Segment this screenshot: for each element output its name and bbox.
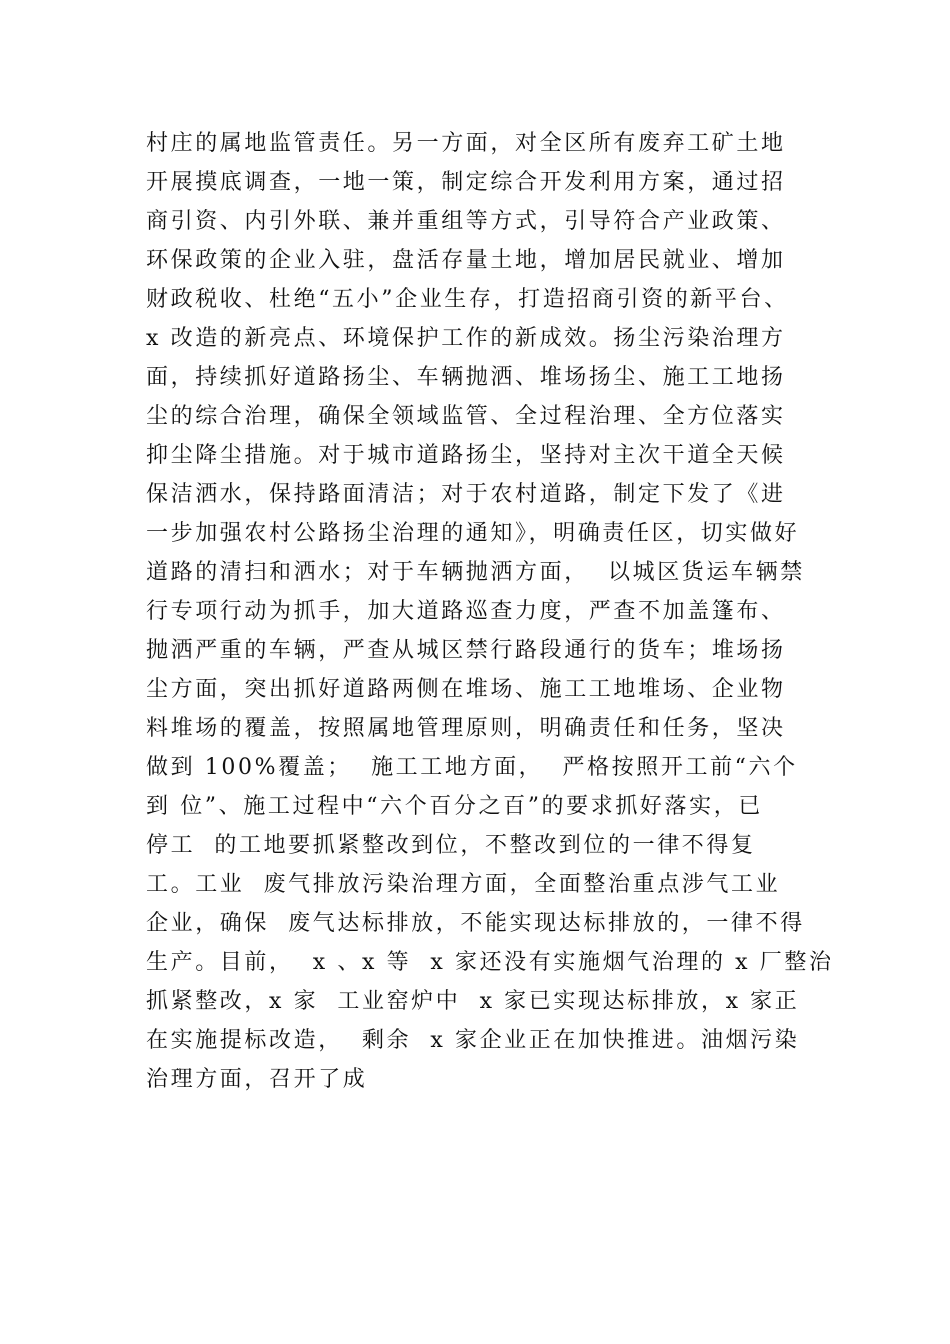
text-line-14: 抛洒严重的车辆，严查从城区禁行路段通行的货车；堆场扬 [146,638,786,663]
text-line-16: 料堆场的覆盖，按照属地管理原则，明确责任和任务，坚决 [146,716,786,741]
text-line-20: 工。工业 废气排放污染治理方面，全面整治重点涉气工业 [146,872,781,897]
text-line-7: 面，持续抓好道路扬尘、车辆抛洒、堆场扬尘、施工工地扬 [146,365,786,390]
text-line-10: 保洁洒水，保持路面清洁；对于农村道路，制定下发了《进 [146,482,786,507]
text-line-5: 财政税收、杜绝“五小”企业生存，打造招商引资的新平台、 [146,287,789,312]
text-line-19: 停工 的工地要抓紧整改到位，不整改到位的一律不得复 [146,833,756,858]
body-paragraph [146,124,834,1099]
text-line-17: 做到 100%覆盖； 施工工地方面， 严格按照开工前“六个 [146,755,798,780]
text-line-9: 抑尘降尘措施。对于城市道路扬尘，坚持对主次干道全天候 [146,443,786,468]
text-line-23: 抓紧整改，x 家 工业窑炉中 x 家已实现达标排放，x 家正 [146,989,800,1014]
text-line-18: 到 位”、施工过程中“六个百分之百”的要求抓好落实，已 [146,794,763,819]
text-line-25: 治理方面，召开了成 [146,1067,368,1092]
text-line-12: 道路的清扫和洒水；对于车辆抛洒方面， 以城区货运车辆禁 [146,560,805,585]
text-line-3: 商引资、内引外联、兼并重组等方式，引导符合产业政策、 [146,209,786,234]
text-line-8: 尘的综合治理，确保全领域监管、全过程治理、全方位落实 [146,404,786,429]
text-line-13: 行专项行动为抓手，加大道路巡查力度，严查不加盖篷布、 [146,599,786,624]
text-line-2: 开展摸底调查，一地一策，制定综合开发利用方案，通过招 [146,170,786,195]
text-line-4: 环保政策的企业入驻，盘活存量土地，增加居民就业、增加 [146,248,786,273]
text-line-22: 生产。目前， x 、x 等 x 家还没有实施烟气治理的 x 厂整治 [146,950,834,975]
text-line-21: 企业，确保 废气达标排放，不能实现达标排放的，一律不得 [146,911,805,936]
text-line-24: 在实施提标改造， 剩余 x 家企业正在加快推进。油烟污染 [146,1028,800,1053]
text-line-1: 村庄的属地监管责任。另一方面，对全区所有废弃工矿土地 [146,131,786,156]
text-line-15: 尘方面，突出抓好道路两侧在堆场、施工工地堆场、企业物 [146,677,786,702]
text-line-6: x 改造的新亮点、环境保护工作的新成效。扬尘污染治理方 [146,326,786,351]
text-line-11: 一步加强农村公路扬尘治理的通知》，明确责任区，切实做好 [146,521,800,546]
